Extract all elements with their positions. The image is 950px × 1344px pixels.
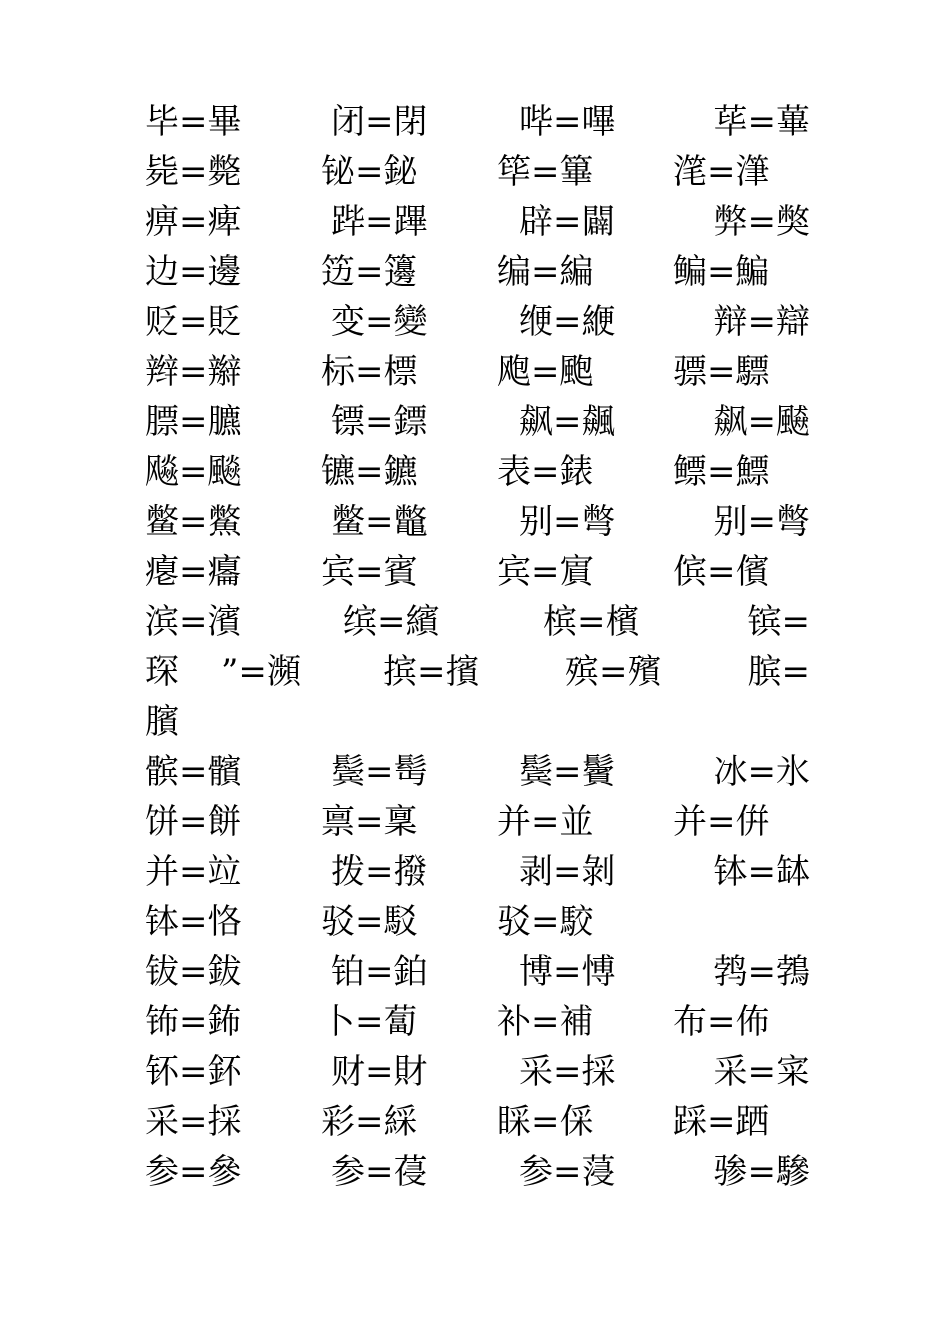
table-row <box>145 1097 810 1147</box>
character-pair: 宾=賔 <box>497 552 594 592</box>
character-pair: 飙=飇 <box>713 402 810 442</box>
character-pair: 钵=缽 <box>713 852 810 892</box>
character-pair: 钵=恪 <box>145 902 242 942</box>
table-row <box>145 997 810 1047</box>
character-pair: 钸=鈽 <box>145 1002 242 1042</box>
character-pair: 并=倂 <box>673 802 770 842</box>
character-pair: 采=採 <box>519 1052 616 1092</box>
character-pair: 表=錶 <box>497 452 594 492</box>
character-pair: 飙=飆 <box>519 402 616 442</box>
character-pair: 卜=蔔 <box>321 1002 418 1042</box>
character-pair: 缏=緶 <box>519 302 616 342</box>
character-pair: 飚=飈 <box>145 452 242 492</box>
character-pair: 飑=颮 <box>497 352 594 392</box>
character-pair: 钹=鈸 <box>145 952 242 992</box>
table-row <box>145 697 810 747</box>
character-pair: 镖=鏢 <box>331 402 428 442</box>
character-pair: 镳=鑣 <box>321 452 418 492</box>
character-pair: 剥=剝 <box>519 852 616 892</box>
character-pair: 并=竝 <box>145 852 242 892</box>
character-pair: 辩=辯 <box>713 302 810 342</box>
character-pair: 宾=賓 <box>321 552 418 592</box>
character-pair: 滗=潷 <box>673 152 770 192</box>
table-row <box>145 947 810 997</box>
table-row <box>145 747 810 797</box>
character-pair: 闭=閉 <box>331 102 428 142</box>
character-pair: 饼=餅 <box>145 802 242 842</box>
character-pair: 弊=獘 <box>713 202 810 242</box>
character-pair: 别=彆 <box>519 502 616 542</box>
character-pair: 哔=嗶 <box>519 102 616 142</box>
character-pair: 铂=鉑 <box>331 952 428 992</box>
character-pair: 笾=籩 <box>321 252 418 292</box>
character-pair: 鳖=鼈 <box>331 502 428 542</box>
character-pair: 摈=擯 <box>383 652 480 692</box>
character-pair: 骠=驃 <box>673 352 770 392</box>
character-pair: 别=彆 <box>713 502 810 542</box>
character-pair: 参=蓡 <box>519 1152 616 1192</box>
character-pair: 采=採 <box>145 1102 242 1142</box>
character-pair: ”=瀕 <box>221 652 301 692</box>
character-pair: 参=葠 <box>331 1152 428 1192</box>
character-pair: 膘=臕 <box>145 402 242 442</box>
table-row <box>145 1047 810 1097</box>
table-row <box>145 197 810 247</box>
table-row <box>145 147 810 197</box>
character-pair: 鬓=鬢 <box>519 752 616 792</box>
character-pair: 鬓=髩 <box>331 752 428 792</box>
character-pair: 滨=濱 <box>145 602 242 642</box>
character-pair: 采=寀 <box>713 1052 810 1092</box>
character-pair: 槟=檳 <box>543 602 640 642</box>
table-row <box>145 647 810 697</box>
character-pair: 彩=綵 <box>321 1102 418 1142</box>
character-pair: 变=變 <box>331 302 428 342</box>
table-row <box>145 447 810 497</box>
table-row <box>145 97 810 147</box>
character-pair: 荜=蓽 <box>713 102 810 142</box>
character-pair: 钚=鈈 <box>145 1052 242 1092</box>
table-row <box>145 1147 810 1197</box>
character-pair: 边=邊 <box>145 252 242 292</box>
table-row <box>145 847 810 897</box>
character-pair: 铋=鉍 <box>321 152 418 192</box>
character-pair: 贬=貶 <box>145 302 242 342</box>
table-row <box>145 597 810 647</box>
character-pair: 拨=撥 <box>331 852 428 892</box>
character-pair: 并=並 <box>497 802 594 842</box>
character-pair: 辟=闢 <box>519 202 616 242</box>
character-pair: 毙=斃 <box>145 152 242 192</box>
character-pair: 痹=痺 <box>145 202 242 242</box>
character-pair: 缤=繽 <box>343 602 440 642</box>
character-pair: 驳=駁 <box>321 902 418 942</box>
character-pair: 驳=駮 <box>497 902 594 942</box>
character-pair: 踩=跴 <box>673 1102 770 1142</box>
character-pair: 鳊=鯿 <box>673 252 770 292</box>
character-pair: 跸=蹕 <box>331 202 428 242</box>
character-pair: 髌=髕 <box>145 752 242 792</box>
character-pair: 标=標 <box>321 352 418 392</box>
character-pair: 琛 <box>145 652 179 692</box>
table-row <box>145 347 810 397</box>
character-pair: 布=佈 <box>673 1002 770 1042</box>
character-pair: 殡=殯 <box>565 652 662 692</box>
table-row <box>145 547 810 597</box>
table-row <box>145 297 810 347</box>
character-pair: 臏 <box>145 702 179 742</box>
character-table <box>145 97 810 1197</box>
table-row <box>145 797 810 847</box>
table-row <box>145 397 810 447</box>
character-pair: 补=補 <box>497 1002 594 1042</box>
character-pair: 筚=篳 <box>497 152 594 192</box>
character-pair: 冰=氷 <box>713 752 810 792</box>
character-pair: 镔= <box>747 602 810 642</box>
character-pair: 骖=驂 <box>713 1152 810 1192</box>
character-pair: 睬=倸 <box>497 1102 594 1142</box>
table-row <box>145 497 810 547</box>
character-pair: 瘪=癟 <box>145 552 242 592</box>
character-pair: 辫=辮 <box>145 352 242 392</box>
character-pair: 参=參 <box>145 1152 242 1192</box>
table-row <box>145 247 810 297</box>
character-pair: 鳔=鰾 <box>673 452 770 492</box>
character-pair: 毕=畢 <box>145 102 242 142</box>
character-pair: 财=財 <box>331 1052 428 1092</box>
character-pair: 编=編 <box>497 252 594 292</box>
character-pair: 鹁=鵓 <box>713 952 810 992</box>
table-row <box>145 897 810 947</box>
character-pair: 傧=儐 <box>673 552 770 592</box>
character-pair: 博=愽 <box>519 952 616 992</box>
character-pair: 膑= <box>747 652 810 692</box>
character-pair: 禀=稟 <box>321 802 418 842</box>
character-pair: 鳖=鱉 <box>145 502 242 542</box>
